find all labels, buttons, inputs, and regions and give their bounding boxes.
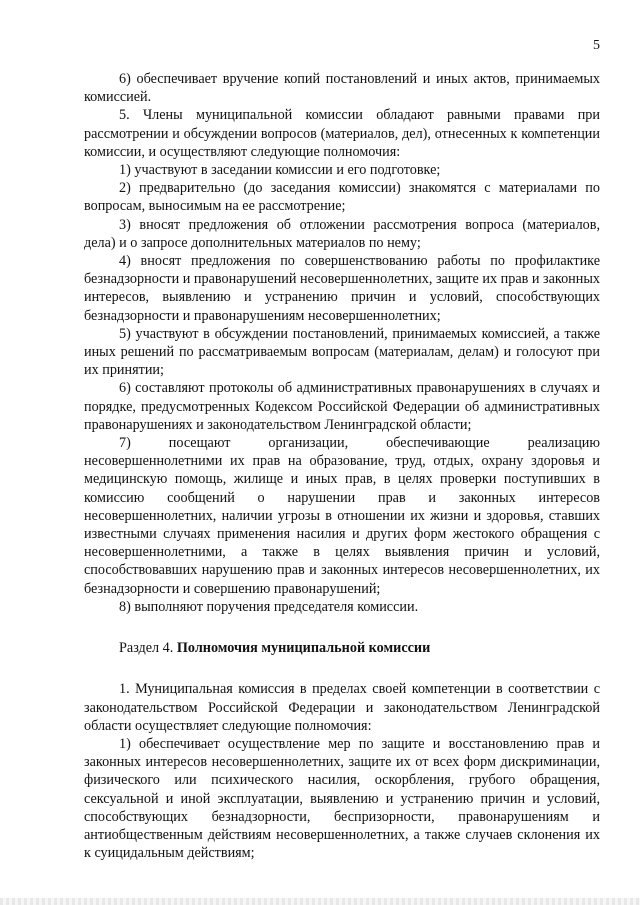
list-item-4-improve: 4) вносят предложения по совершенствованию работы по профилактике безнадзорности и правонарушений несовершеннолетних, защите их прав и законных интересов, выявлению и устранению причин и условий, способствующих безнадзорности и правонарушениям несовершеннолетних; <box>84 253 600 324</box>
list-item-1-protection: 1) обеспечивает осуществление мер по защите и восстановлению прав и законных интересов несовершеннолетних, защите их от всех форм дискриминации, физического или психического насилия, оскорбления, грубого обращения, сексуальной и иной эксплуатации, выявлению и устранению причин и условий, способствующих безнадзорности, беспризорности, правонарушениям и антиобщественным действиям несовершеннолетних, а также случаев склонения их к суицидальным действиям; <box>84 735 600 862</box>
list-item-7-visit: 7) посещают организации, обеспечивающие реализацию несовершеннолетними их прав на образование, труд, отдых, охрану здоровья и медицинскую помощь, жилище и иных прав, в целях проверки поступивших в комиссию сообщений о нарушении прав и законных интересов несовершеннолетних, наличии угрозы в отношении их жизни и здоровья, ставших известными случаях применения насилия и других форм жестокого обращения с несовершеннолетними, а также в целях выявления причин и условий, способствовавших нарушению прав и законных интересов несовершеннолетних, их безнадзорности и совершению правонарушений; <box>84 435 600 597</box>
list-item-1-participate: 1) участвуют в заседании комиссии и его подготовке; <box>119 162 441 179</box>
paragraph-members-rights: 5. Члены муниципальной комиссии обладают равными правами при рассмотрении и обсуждении вопросов (материалов, дел), отнесенных к компетенции комиссии, и осуществляют следующие полномочия: <box>84 107 600 160</box>
section-title: Полномочия муниципальной комиссии <box>176 640 431 657</box>
section-prefix: Раздел 4. <box>119 640 174 657</box>
paragraph-item-6-acts: 6) обеспечивает вручение копий постановлений и иных актов, принимаемых комиссией. <box>84 71 600 106</box>
document-body <box>84 70 600 862</box>
list-item-5-discuss: 5) участвуют в обсуждении постановлений, принимаемых комиссией, а также иных решений по рассматриваемым вопросам (материалам, делам) и голосуют при их принятии; <box>84 325 600 379</box>
list-item-3-postpone: 3) вносят предложения об отложении рассмотрения вопроса (материалов, дела) и о запросе дополнительных материалов по нему; <box>84 216 600 251</box>
scan-bottom-edge <box>0 898 640 905</box>
paragraph-commission-powers: 1. Муниципальная комиссия в пределах своей компетенции в соответствии с законодательством Российской Федерации и законодательством Ленинградской области осуществляет следующие полномочия: <box>84 681 600 734</box>
list-item-8-orders: 8) выполняют поручения председателя комиссии. <box>119 598 419 615</box>
section-heading <box>84 639 600 657</box>
list-item-2-review: 2) предварительно (до заседания комиссии) знакомятся с материалами по вопросам, выносимым на ее рассмотрение; <box>84 180 600 215</box>
page-number: 5 <box>593 38 600 53</box>
list-item-6-protocols: 6) составляют протоколы об административных правонарушениях в случаях и порядке, предусмотренных Кодексом Российской Федерации об административных правонарушениях и законодательством Ленинградской области; <box>84 380 600 433</box>
